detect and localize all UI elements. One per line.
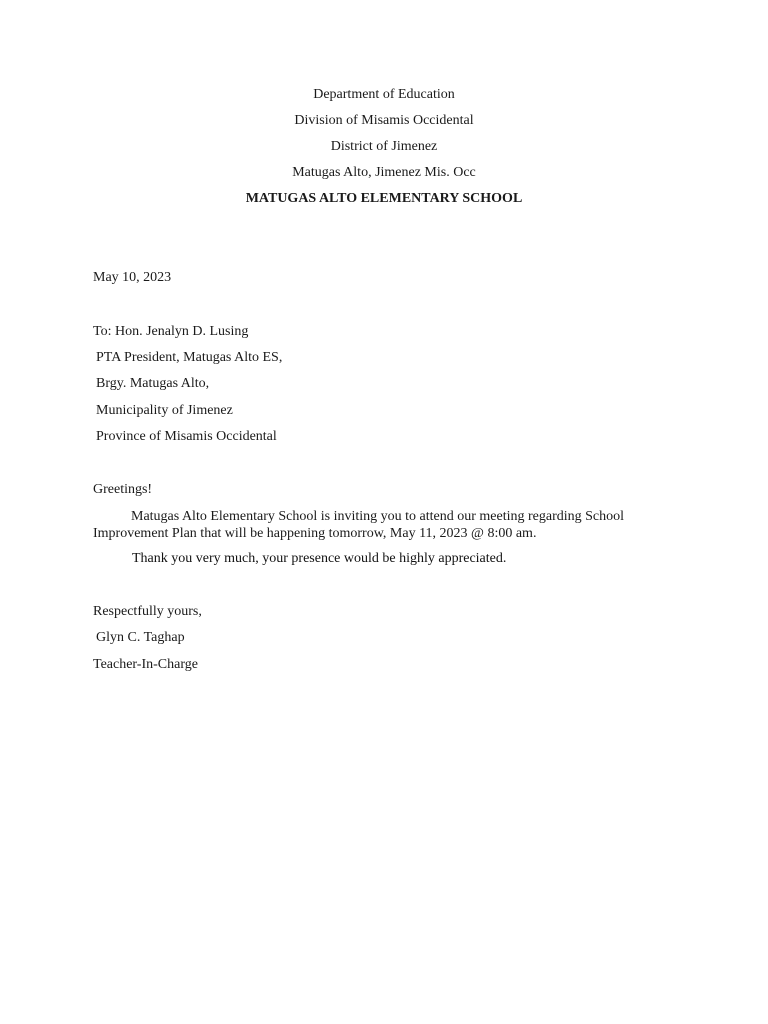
letterhead-address: Matugas Alto, Jimenez Mis. Occ [292,165,476,180]
letterhead-district: District of Jimenez [330,139,438,154]
letter-date: May 10, 2023 [93,270,172,285]
signatory-name: Glyn C. Taghap [96,630,185,645]
letterhead-department: Department of Education [313,87,455,102]
greeting: Greetings! [93,482,153,497]
letterhead-school-name: MATUGAS ALTO ELEMENTARY SCHOOL [245,191,523,206]
body-paragraph-thanks: Thank you very much, your presence would be highly appreciated. [132,551,507,566]
body-paragraph-invitation: Matugas Alto Elementary School is inviting you to attend our meeting regarding School Improvement Plan that will be happening tomorrow, May 11, 2023 @ 8:00 am. [93,509,625,541]
recipient-municipality: Municipality of Jimenez [96,403,233,418]
recipient-province: Province of Misamis Occidental [96,429,277,444]
recipient-to-line: To: Hon. Jenalyn D. Lusing [93,324,249,339]
recipient-position: PTA President, Matugas Alto ES, [96,350,283,365]
recipient-barangay: Brgy. Matugas Alto, [96,376,210,391]
letterhead-division: Division of Misamis Occidental [294,113,474,128]
signatory-title: Teacher-In-Charge [93,657,198,672]
closing-valediction: Respectfully yours, [93,604,202,619]
